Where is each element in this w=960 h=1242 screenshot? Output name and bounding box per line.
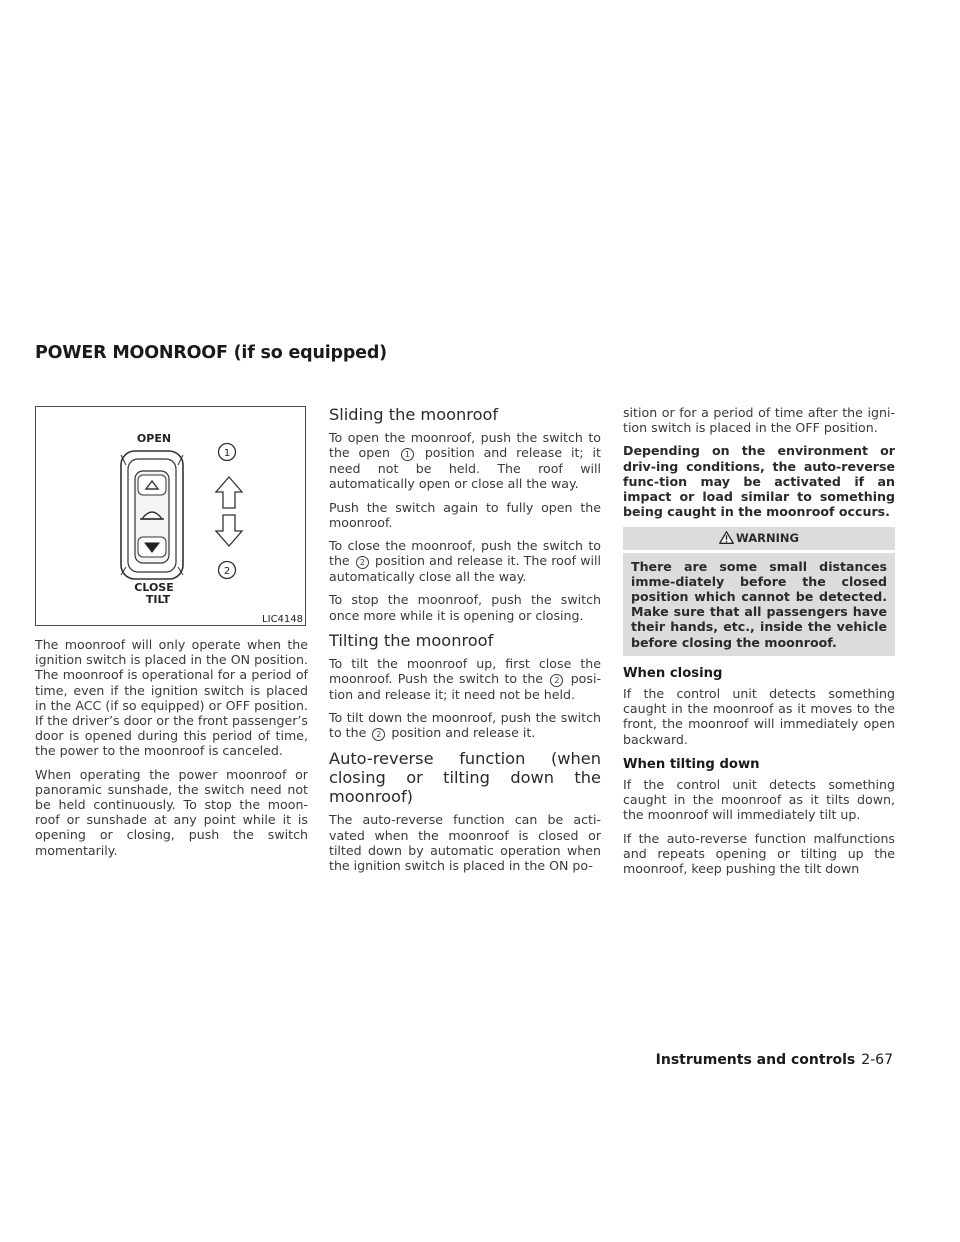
- moonroof-switch-figure: [35, 406, 306, 626]
- figure-tilt-label: TILT: [145, 593, 171, 606]
- callout-1-number: 1: [223, 448, 231, 459]
- section-title: POWER MOONROOF (if so equipped): [35, 343, 387, 363]
- figure-close-label: CLOSE: [134, 581, 174, 594]
- paragraph-malfunction: If the auto-reverse function malfunctions and repeats opening or tilting up the moonroof, keep pushing the tilt down: [623, 830, 895, 877]
- paragraph-stop: To stop the moonroof, push the switch once more while it is opening or closing.: [329, 592, 601, 623]
- paragraph-close: [329, 538, 601, 584]
- paragraph-operation: The moonroof will only operate when the ignition switch is placed in the ON position. The moonroof is operational for a period of time, even if the ignition switch is placed in the ACC (if so equipped) or OFF position. If the driver’s door or the front passenger’s door is opened during this period of time, the power to the moonroof is canceled.: [35, 637, 308, 759]
- page-footer: [656, 1052, 893, 1068]
- warning-title: WARNING: [736, 531, 799, 546]
- up-arrow-icon: [216, 477, 242, 508]
- warning-header: [623, 527, 895, 549]
- tiltup-text-b: posi-tion and release it; it need not be held.: [329, 671, 601, 703]
- paragraph-hold: When operating the power moonroof or panoramic sunshade, the switch need not be held continuously. To stop the moon-roof or sunshade at any point while it is opening or closing, push the switch momentarily.: [35, 766, 308, 858]
- down-arrow-icon: [216, 515, 242, 546]
- close-text-b: position and release it. The roof will automatically close all the way.: [329, 553, 601, 585]
- figure-code: LIC4148: [262, 614, 303, 625]
- paragraph-conditions: Depending on the environment or driv-ing conditions, the auto-reverse func-tion may be activated if an impact or load similar to something being caught in the moonroof occurs.: [623, 443, 895, 520]
- warning-body: There are some small distances imme-diately before the closed position which cannot be detected. Make sure that all passengers have their hands, etc., inside the vehicle before closing the moonroof.: [623, 553, 895, 656]
- column-1: [35, 637, 308, 866]
- heading-auto-reverse: Auto-reverse function (when closing or tilting down the moonroof): [329, 749, 601, 807]
- paragraph-tilt-up: [329, 656, 601, 702]
- circled-2-icon: 2: [372, 728, 385, 741]
- switch-illustration: [36, 407, 307, 627]
- warning-triangle-icon: [719, 531, 734, 544]
- column-2: [329, 403, 601, 881]
- paragraph-again: Push the switch again to fully open the moonroof.: [329, 499, 601, 530]
- page-number: 2-67: [861, 1052, 893, 1068]
- figure-open-label: OPEN: [136, 432, 172, 445]
- tiltup-text-a: To tilt the moonroof up, first close the moonroof. Push the switch to the: [329, 655, 601, 687]
- close-text-a: To close the moonroof, push the switch to the: [329, 538, 601, 569]
- tiltdown-text-a: To tilt down the moonroof, push the switch to the: [329, 710, 601, 741]
- open-text-b: position and release it; it need not be held. The roof will automatically open or close all the way.: [329, 445, 601, 492]
- paragraph-tilt-down: [329, 710, 601, 741]
- column-3: [623, 405, 895, 884]
- heading-sliding: Sliding the moonroof: [329, 405, 499, 424]
- paragraph-auto-reverse: The auto-reverse function can be acti-vated when the moonroof is closed or tilted down by automatic operation when the ignition switch is placed in the ON po-: [329, 812, 601, 874]
- paragraph-continued: sition or for a period of time after the igni-tion switch is placed in the OFF position.: [623, 405, 895, 436]
- circled-2-icon: 2: [550, 674, 563, 687]
- callout-2-number: 2: [223, 566, 231, 577]
- circled-1-icon: 1: [401, 448, 414, 461]
- circled-2-icon: 2: [356, 556, 369, 569]
- heading-tilting: Tilting the moonroof: [329, 630, 494, 650]
- tiltdown-text-b: position and release it.: [391, 725, 536, 741]
- paragraph-open: [329, 430, 601, 492]
- paragraph-when-tilting-down: If the control unit detects something caught in the moonroof as it tilts down, the moonroof will immediately tilt up.: [623, 777, 895, 823]
- heading-when-tilting-down: When tilting down: [623, 756, 760, 772]
- paragraph-when-closing: If the control unit detects something caught in the moonroof as it moves to the front, the moonroof will immediately open backward.: [623, 686, 895, 747]
- open-text-a: To open the moonroof, push the switch to the open: [329, 430, 601, 461]
- open-button: [138, 475, 166, 495]
- heading-when-closing: When closing: [623, 665, 723, 681]
- footer-section: Instruments and controls: [655, 1052, 856, 1068]
